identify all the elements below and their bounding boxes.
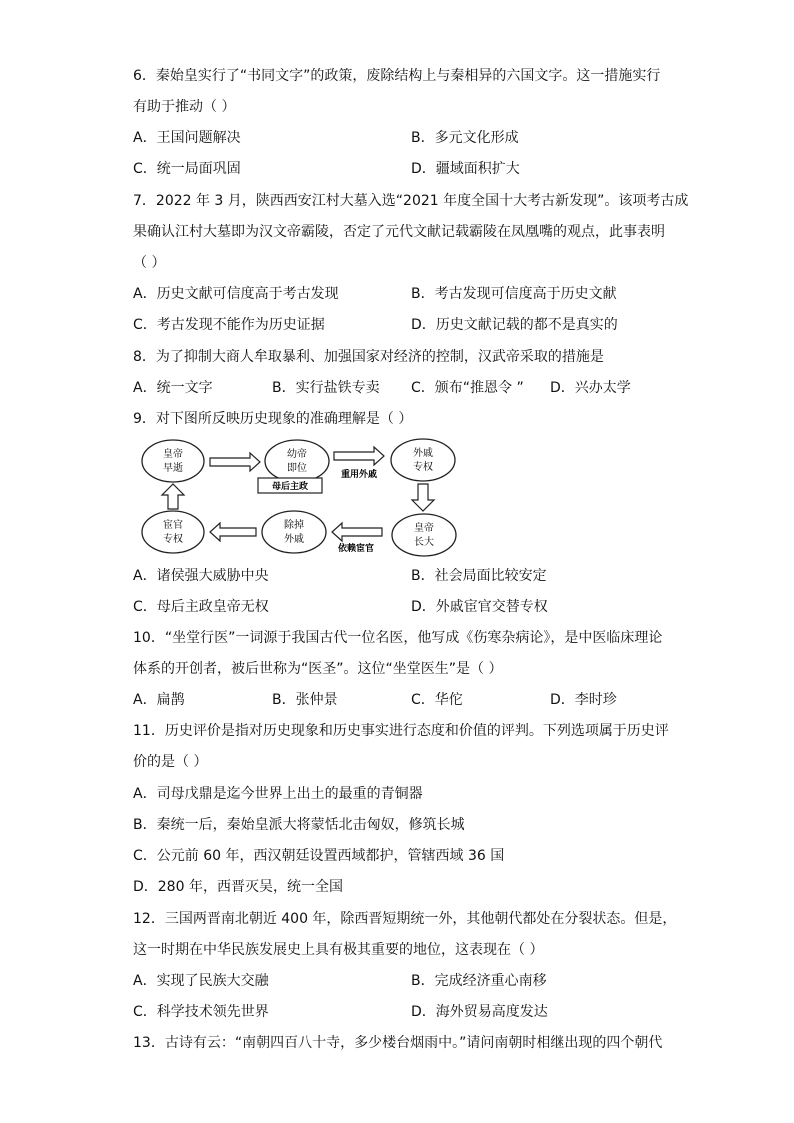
- q9-cycle-diagram: [140, 436, 470, 560]
- hollow-arrow-right-2: [334, 447, 384, 465]
- q8-option-a: A．统一文字: [133, 380, 213, 396]
- q12-option-c: C．科学技术领先世界: [133, 1004, 269, 1020]
- q11-option-b: B．秦统一后，秦始皇派大将蒙恬北击匈奴，修筑长城: [133, 817, 465, 833]
- q7-stem-line-3: （ ）: [133, 255, 166, 271]
- q11-option-c: C．公元前 60 年，西汉朝廷设置西域都护，管辖西域 36 国: [133, 848, 505, 864]
- empress-dowager-box: [258, 478, 322, 493]
- q11-option-a: A．司母戊鼎是迄今世界上出土的最重的青铜器: [133, 786, 423, 802]
- q10-option-c: C．华佗: [411, 692, 463, 708]
- node-3-line-2: 专权: [413, 462, 433, 473]
- q6-option-d: D．疆域面积扩大: [411, 161, 520, 177]
- node-4-line-2: 长大: [414, 537, 434, 548]
- node-emperor-early-death: [142, 440, 204, 482]
- q7-stem-line-1: 7．2022 年 3 月，陕西西安江村大墓入选“2021 年度全国十大考古新发现”。该项考古成: [133, 193, 689, 209]
- q7-option-c: C．考古发现不能作为历史证据: [133, 317, 325, 333]
- q6-option-c: C．统一局面巩固: [133, 161, 241, 177]
- hollow-arrow-up: [162, 484, 184, 509]
- node-4-line-1: 皇帝: [414, 523, 434, 534]
- hollow-arrow-left-1: [332, 523, 382, 541]
- q8-option-b: B．实行盐铁专卖: [272, 380, 380, 396]
- q10-option-d: D．李时珍: [550, 692, 617, 708]
- node-6-line-2: 专权: [163, 534, 183, 545]
- q9-option-d: D．外戚宦官交替专权: [411, 599, 548, 615]
- q9-stem-line-1: 9．对下图所反映历史现象的准确理解是（ ）: [133, 411, 413, 427]
- node-emperor-grown: [392, 514, 456, 556]
- q8-option-c: C．颁布“推恩令 ”: [411, 380, 524, 396]
- node-eunuchs-power: [142, 511, 204, 553]
- q6-option-b: B．多元文化形成: [411, 130, 519, 146]
- node-6-line-1: 宦官: [163, 520, 183, 531]
- edge-label-rely-eunuchs: 依赖宦官: [337, 544, 375, 554]
- q7-option-a: A．历史文献可信度高于考古发现: [133, 286, 339, 302]
- q11-stem-line-2: 价的是（ ）: [133, 754, 208, 770]
- q10-stem-line-2: 体系的开创者，被后世称为“医圣”。这位“坐堂医生”是（ ）: [133, 661, 503, 677]
- q9-option-a: A．诸侯强大威胁中央: [133, 568, 269, 584]
- node-relatives-power: [391, 439, 455, 481]
- hollow-arrow-down: [412, 484, 434, 511]
- q12-option-a: A．实现了民族大交融: [133, 973, 269, 989]
- node-5-line-1: 除掉: [284, 520, 304, 531]
- q9-option-c: C．母后主政皇帝无权: [133, 599, 269, 615]
- q11-stem-line-1: 11．历史评价是指对历史现象和历史事实进行态度和价值的评判。下列选项属于历史评: [133, 723, 669, 739]
- q6-stem-line-1: 6．秦始皇实行了“书同文字”的政策，废除结构上与秦相异的六国文字。这一措施实行: [133, 68, 661, 84]
- q7-option-b: B．考古发现可信度高于历史文献: [411, 286, 617, 302]
- q12-stem-line-2: 这一时期在中华民族发展史上具有极其重要的地位，这表现在（ ）: [133, 942, 544, 958]
- node-1-line-2: 早逝: [163, 463, 183, 474]
- q7-stem-line-2: 果确认江村大墓即为汉文帝霸陵，否定了元代文献记载霸陵在凤凰嘴的观点，此事表明: [133, 224, 665, 240]
- q12-option-b: B．完成经济重心南移: [411, 973, 547, 989]
- node-5-line-2: 外戚: [284, 534, 304, 545]
- q10-option-b: B．张仲景: [272, 692, 338, 708]
- node-child-emperor: [265, 440, 329, 482]
- q8-option-d: D．兴办太学: [550, 380, 631, 396]
- q13-stem-line-1: 13．古诗有云：“南朝四百八十寺，多少楼台烟雨中。”请问南朝时相继出现的四个朝代: [133, 1035, 663, 1051]
- q10-option-a: A．扁鹊: [133, 692, 185, 708]
- node-remove-relatives: [262, 511, 326, 553]
- edge-label-rely-relatives: 重用外戚: [340, 470, 378, 480]
- hollow-arrow-left-2: [210, 523, 256, 541]
- q6-stem-line-2: 有助于推动（ ）: [133, 99, 236, 115]
- q10-stem-line-1: 10．“坐堂行医”一词源于我国古代一位名医，他写成《伤寒杂病论》，是中医临床理论: [133, 630, 663, 646]
- q11-option-d: D．280 年，西晋灭吴，统一全国: [133, 879, 343, 895]
- node-2-line-2: 即位: [287, 463, 307, 474]
- empress-dowager-label: 母后主政: [271, 482, 309, 492]
- q8-stem-line-1: 8．为了抑制大商人牟取暴利、加强国家对经济的控制，汉武帝采取的措施是: [133, 349, 604, 365]
- q12-stem-line-1: 12．三国两晋南北朝近 400 年，除西晋短期统一外，其他朝代都处在分裂状态。但是，: [133, 911, 677, 927]
- hollow-arrow-right-1: [210, 453, 260, 471]
- q6-option-a: A．王国问题解决: [133, 130, 241, 146]
- node-2-line-1: 幼帝: [287, 449, 307, 460]
- node-3-line-1: 外戚: [413, 448, 433, 459]
- q12-option-d: D．海外贸易高度发达: [411, 1004, 548, 1020]
- q7-option-d: D．历史文献记载的都不是真实的: [411, 317, 618, 333]
- q9-option-b: B．社会局面比较安定: [411, 568, 547, 584]
- node-1-line-1: 皇帝: [163, 449, 183, 460]
